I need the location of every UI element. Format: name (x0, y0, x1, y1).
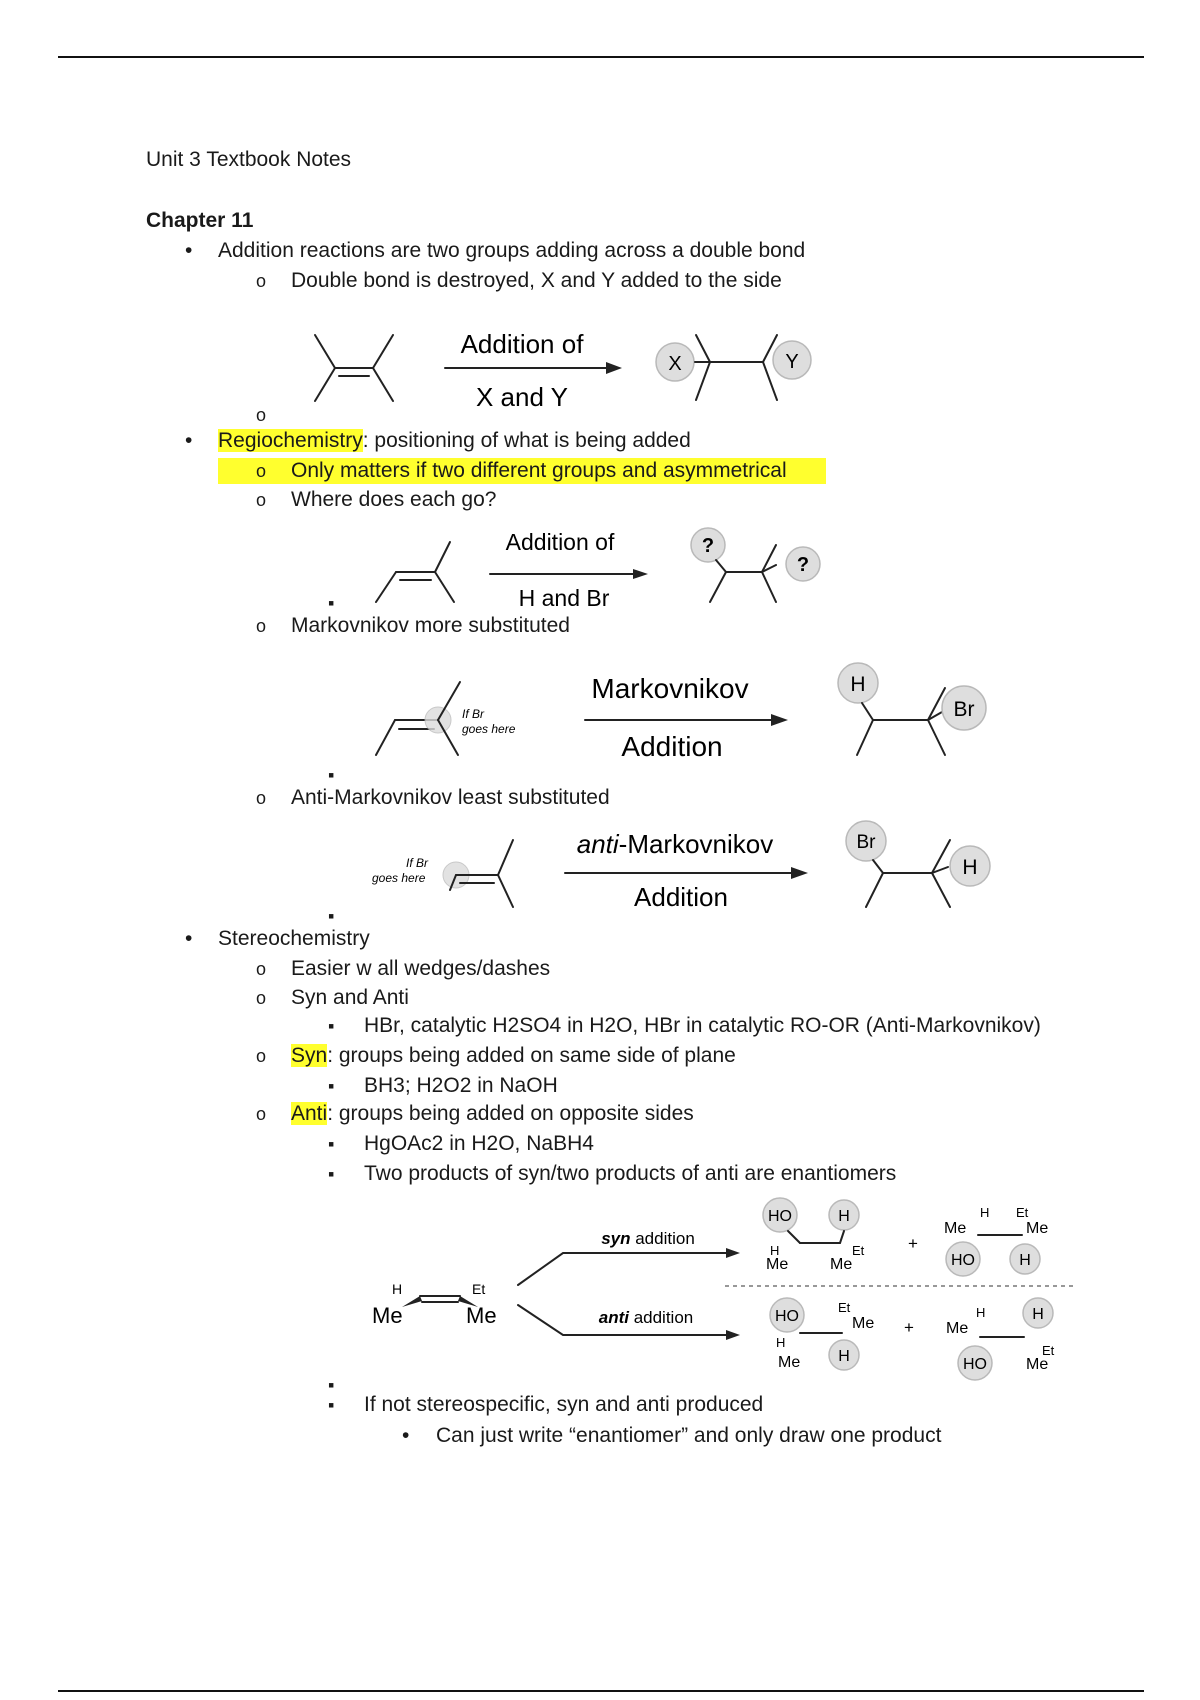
syn2-h2: H (1019, 1252, 1031, 1269)
syn-rest: : groups being added on same side of plane (327, 1044, 736, 1067)
circle-bullet-icon (256, 487, 266, 513)
fig4-note-2: goes here (372, 871, 426, 885)
anti1-me-2: Me (778, 1354, 801, 1371)
note-can-write: Can just write “enantiomer” and only draw one product (436, 1424, 942, 1447)
circle-bullet-icon (256, 1101, 266, 1127)
x-label: X (668, 353, 682, 375)
fig2-bottom-label: H and Br (518, 585, 610, 611)
note-bh3: BH3; H2O2 in NaOH (364, 1074, 558, 1097)
fig3-note-2: goes here (462, 722, 516, 736)
note-syn-and-anti: Syn and Anti (291, 986, 409, 1009)
anti2-et: Et (1042, 1343, 1055, 1358)
fig4-top-label (577, 829, 774, 859)
plus-2: + (904, 1318, 914, 1337)
top-rule (58, 56, 1144, 58)
anti1-h: H (776, 1335, 786, 1350)
fig4-h-label: H (962, 856, 978, 879)
anti1-et: Et (838, 1300, 851, 1315)
syn1-me-2: Me (830, 1256, 853, 1273)
anti1-ho: HO (775, 1308, 799, 1325)
bullet-icon (185, 238, 192, 264)
note-markovnikov: Markovnikov more substituted (291, 614, 570, 637)
circle-bullet-icon (256, 268, 266, 294)
fig3-br-label: Br (953, 698, 975, 721)
syn2-me-1: Me (944, 1220, 967, 1237)
chapter-heading: Chapter 11 (146, 209, 254, 232)
note-anti-markovnikov: Anti-Markovnikov least substituted (291, 786, 610, 809)
figure-markovnikov (370, 660, 990, 780)
note-anti (291, 1101, 694, 1127)
circle-bullet-icon (256, 1043, 266, 1069)
syn1-et: Et (852, 1243, 865, 1258)
note-stereochemistry: Stereochemistry (218, 927, 370, 950)
question-label-2: ? (796, 554, 810, 576)
reactant-me-1: Me (372, 1303, 403, 1328)
square-bullet-icon (328, 1392, 334, 1418)
anti-italic: anti (598, 1308, 629, 1327)
fig3-bottom-label: Addition (621, 731, 723, 762)
bullet-icon (185, 428, 192, 454)
fig3-top-label: Markovnikov (591, 673, 749, 704)
note-hbr: HBr, catalytic H2SO4 in H2O, HBr in catalytic RO-OR (Anti-Markovnikov) (364, 1014, 1041, 1037)
note-only-matters (218, 458, 826, 484)
plus-1: + (908, 1234, 918, 1253)
note-two-products: Two products of syn/two products of anti are enantiomers (364, 1162, 897, 1185)
fig4-top-italic: anti (576, 829, 619, 859)
circle-bullet-icon (256, 402, 266, 428)
syn2-h: H (980, 1205, 990, 1220)
syn1-me-1: Me (766, 1256, 789, 1273)
note-addition-def: Addition reactions are two groups adding across a double bond (218, 239, 806, 262)
square-bullet-icon (328, 1131, 334, 1157)
figure-anti-markovnikov (370, 815, 1010, 925)
anti-addition-label (599, 1308, 694, 1327)
syn2-et: Et (1016, 1205, 1029, 1220)
note-hgoac: HgOAc2 in H2O, NaBH4 (364, 1132, 594, 1155)
regio-rest: : positioning of what is being added (362, 429, 691, 452)
fig3-note-1: If Br (462, 707, 485, 721)
anti-rest-label: addition (628, 1308, 694, 1327)
reactant-me-2: Me (466, 1303, 497, 1328)
anti2-h2: H (1032, 1306, 1044, 1323)
anti-rest: : groups being added on opposite sides (327, 1102, 694, 1125)
anti2-me: Me (946, 1320, 969, 1337)
figure-addition-xy (300, 320, 860, 430)
only-matters-text: Only matters if two different groups and asymmetrical (291, 459, 787, 482)
circle-bullet-icon (256, 613, 266, 639)
syn1-h2: H (770, 1243, 780, 1258)
fig1-bottom-label: X and Y (475, 382, 569, 412)
reactant-h: H (392, 1281, 403, 1297)
y-label: Y (785, 351, 799, 373)
syn1-h: H (838, 1208, 850, 1225)
bottom-rule (58, 1690, 1144, 1692)
fig4-br-label: Br (856, 832, 876, 853)
question-label-1: ? (701, 535, 715, 557)
syn-addition-label (601, 1229, 695, 1248)
anti2-me-2: Me (1026, 1356, 1049, 1373)
note-regiochemistry (218, 428, 691, 454)
note-where: Where does each go? (291, 488, 497, 511)
syn2-me-2: Me (1026, 1220, 1049, 1237)
circle-bullet-icon (256, 956, 266, 982)
square-bullet-icon (328, 1073, 334, 1099)
anti2-h: H (976, 1305, 986, 1320)
syn-italic: syn (601, 1229, 631, 1248)
fig4-note-1: If Br (406, 856, 429, 870)
reactant-et: Et (472, 1281, 486, 1297)
fig2-top-label: Addition of (505, 529, 615, 555)
square-bullet-icon (328, 1161, 334, 1187)
fig1-top-label: Addition of (460, 329, 584, 359)
syn-rest-label: addition (630, 1229, 695, 1248)
bullet-icon (402, 1423, 409, 1449)
circle-bullet-icon (256, 785, 266, 811)
syn1-ho: HO (768, 1208, 792, 1225)
anti1-h2: H (838, 1348, 850, 1365)
fig4-bottom-label: Addition (634, 882, 728, 912)
syn-term: Syn (291, 1044, 328, 1067)
note-double-bond: Double bond is destroyed, X and Y added to the side (291, 269, 782, 292)
anti2-ho: HO (963, 1356, 987, 1373)
page-title: Unit 3 Textbook Notes (146, 148, 352, 171)
square-bullet-icon (328, 1013, 334, 1039)
fig4-top-rest: -Markovnikov (618, 829, 774, 859)
circle-bullet-icon (256, 985, 266, 1011)
figure-addition-hbr (370, 520, 850, 615)
anti1-me-1: Me (852, 1315, 875, 1332)
note-easier: Easier w all wedges/dashes (291, 957, 551, 980)
regio-term: Regiochemistry (218, 429, 363, 452)
figure-syn-anti (360, 1195, 1080, 1380)
circle-bullet-icon (256, 458, 266, 484)
anti-term: Anti (291, 1102, 328, 1125)
note-not-stereospecific: If not stereospecific, syn and anti produced (364, 1393, 764, 1416)
fig3-h-label: H (850, 673, 866, 696)
syn2-ho: HO (951, 1252, 975, 1269)
note-syn (291, 1043, 736, 1069)
bullet-icon (185, 926, 192, 952)
